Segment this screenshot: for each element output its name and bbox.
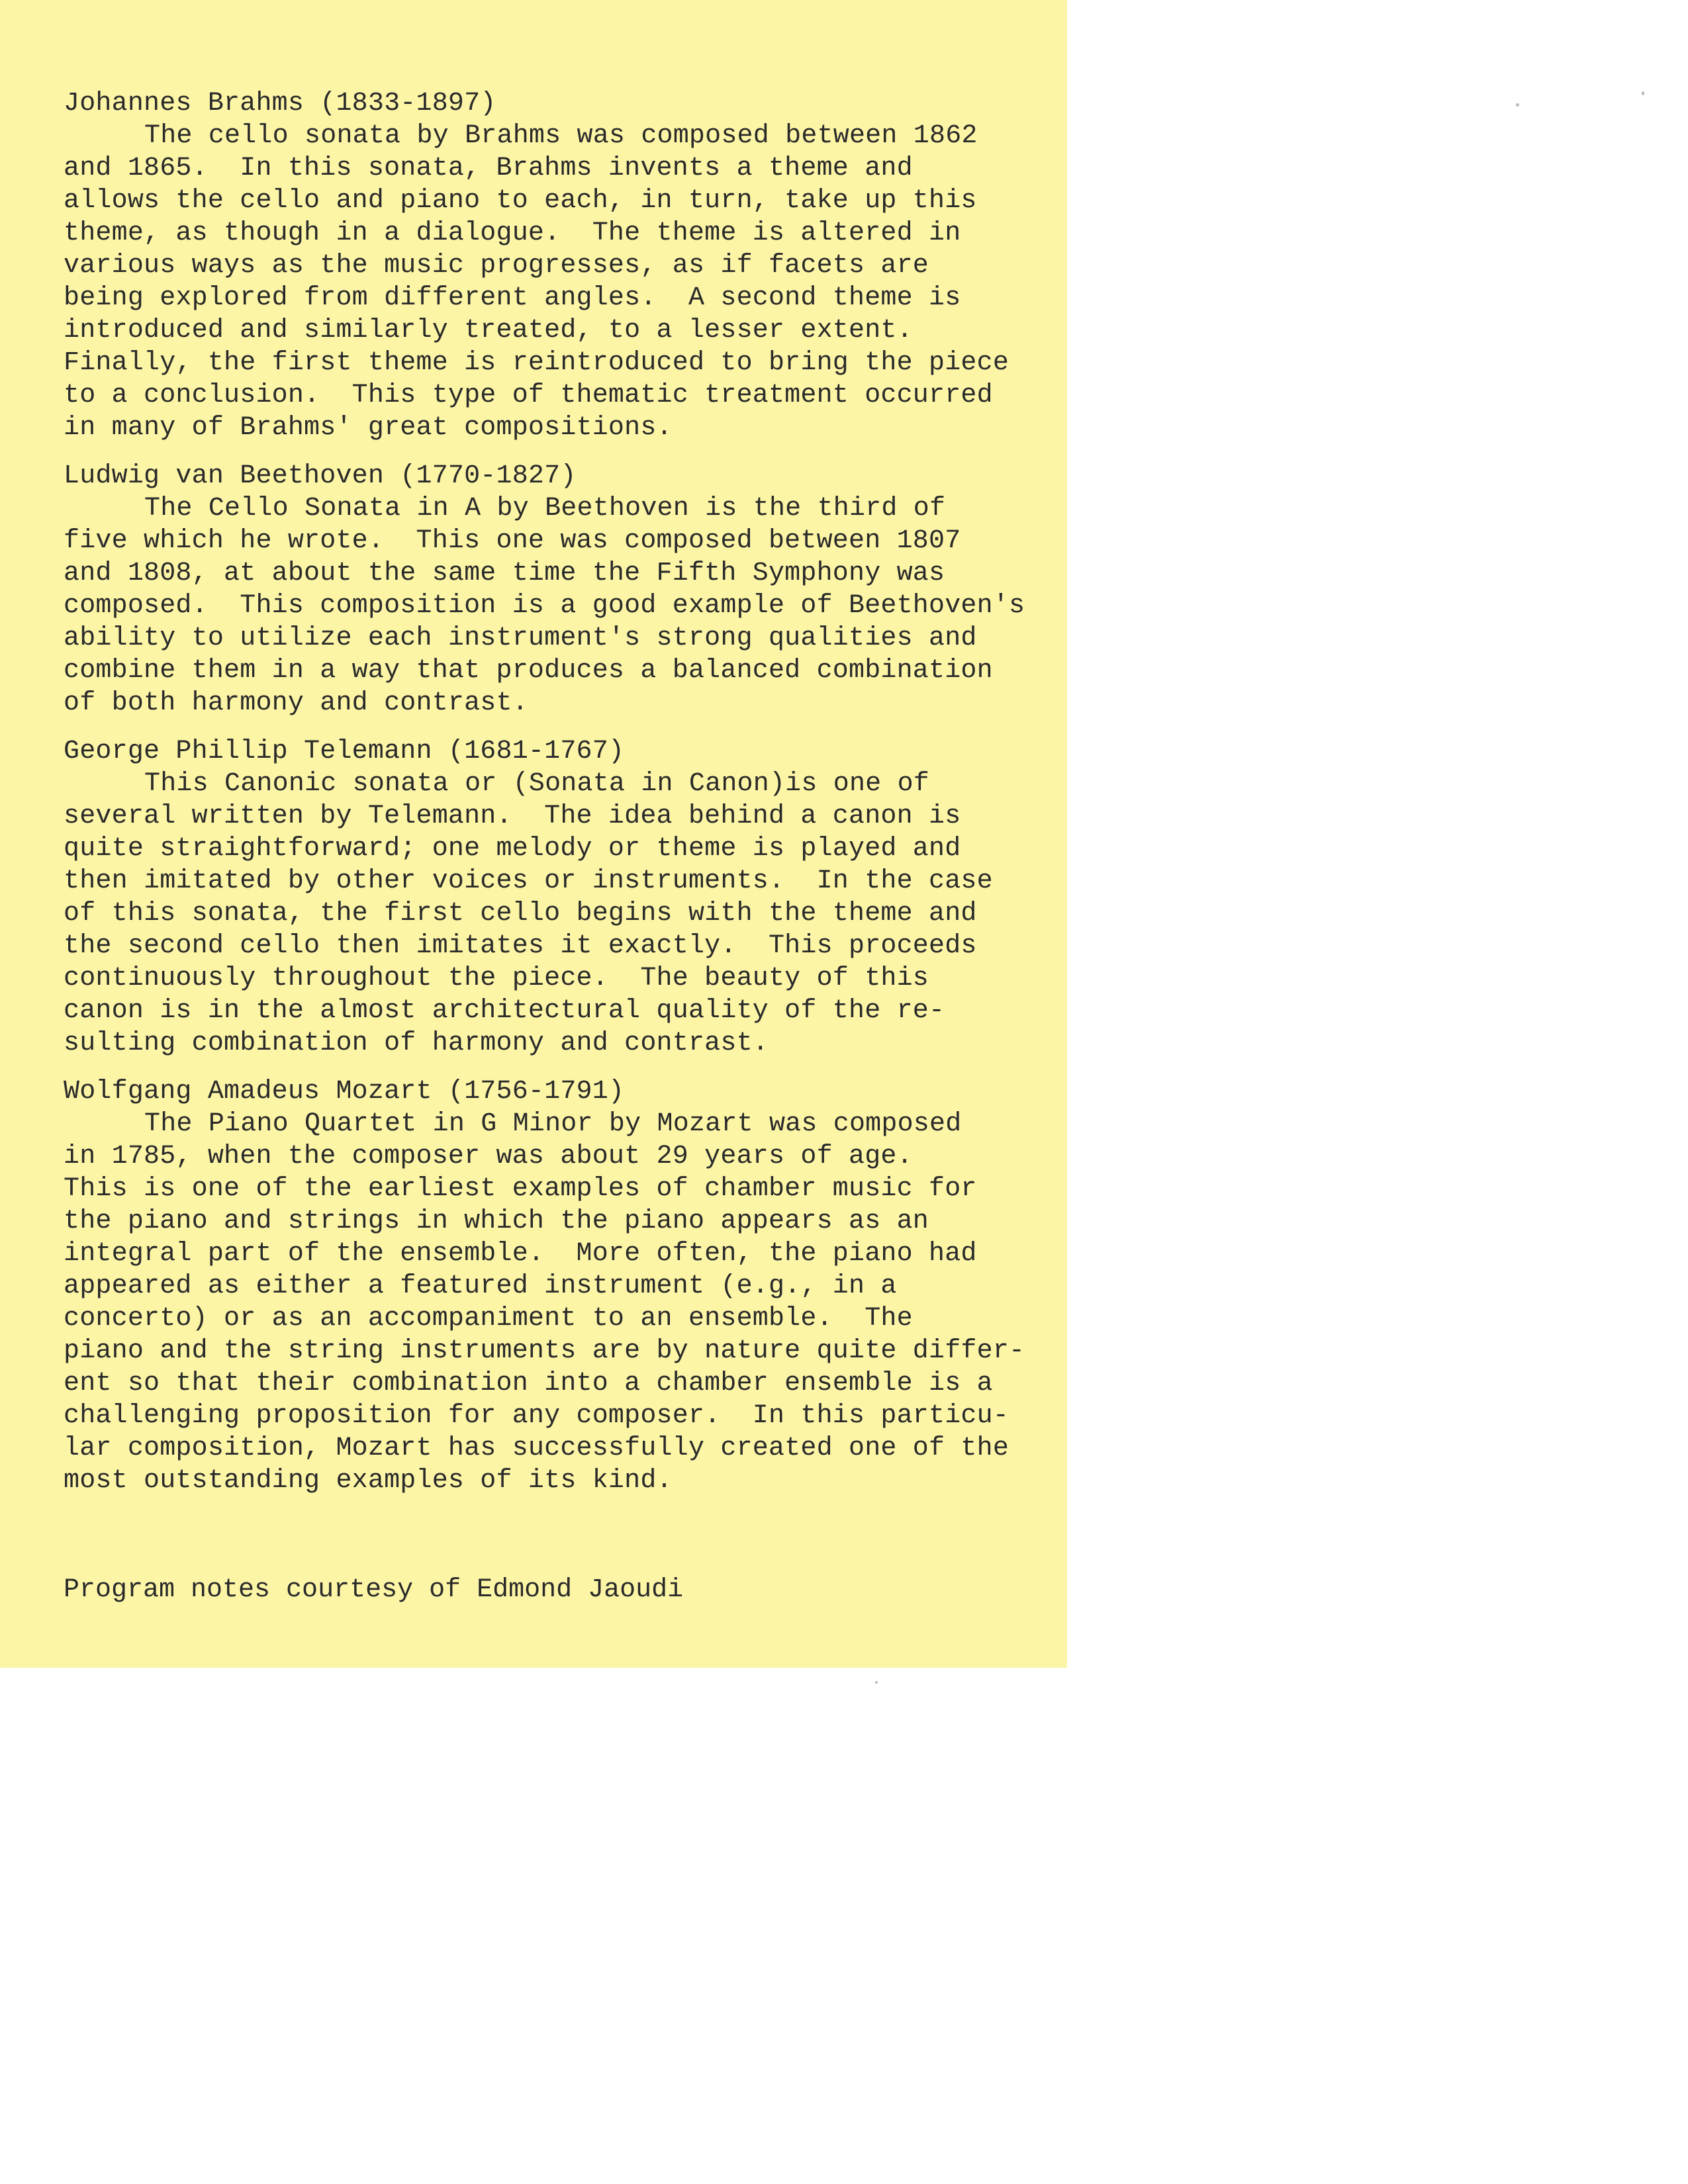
paragraph-line: concerto) or as an accompaniment to an ensemble. The	[64, 1304, 913, 1334]
scan-speck	[875, 1681, 878, 1684]
program-notes-sheet	[0, 0, 1067, 1668]
paragraph-line: quite straightforward; one melody or theme is played and	[64, 834, 961, 864]
section-heading: George Phillip Telemann (1681-1767)	[64, 737, 625, 766]
paragraph-line: continuously throughout the piece. The beauty of this	[64, 964, 929, 993]
paragraph-line: The cello sonata by Brahms was composed between 1862	[144, 121, 978, 151]
paragraph-line: and 1865. In this sonata, Brahms invents a theme and	[64, 154, 913, 183]
program-notes-body	[64, 87, 1056, 1513]
paragraph-line: in many of Brahms' great compositions.	[64, 413, 673, 443]
paragraph-line: being explored from different angles. A second theme is	[64, 283, 961, 313]
section-heading: Wolfgang Amadeus Mozart (1756-1791)	[64, 1077, 625, 1107]
section-beethoven	[64, 460, 1056, 719]
credit-line: Program notes courtesy of Edmond Jaoudi	[64, 1575, 684, 1605]
paragraph-line: appeared as either a featured instrument (e.g., in a	[64, 1271, 897, 1301]
paragraph-line: piano and the string instruments are by nature quite differ-	[64, 1336, 1025, 1366]
scan-speck	[1642, 91, 1644, 95]
section-brahms	[64, 87, 1056, 444]
paragraph-line: composed. This composition is a good example of Beethoven's	[64, 591, 1025, 621]
paragraph-line: several written by Telemann. The idea behind a canon is	[64, 801, 961, 831]
paragraph-line: of this sonata, the first cello begins with the theme and	[64, 899, 977, 929]
paragraph-line: sulting combination of harmony and contrast.	[64, 1028, 769, 1058]
paragraph-line: to a conclusion. This type of thematic treatment occurred	[64, 381, 993, 410]
paragraph-line: the second cello then imitates it exactly. This proceeds	[64, 931, 977, 961]
section-telemann	[64, 735, 1056, 1060]
paragraph-line: ent so that their combination into a chamber ensemble is a	[64, 1369, 993, 1398]
paragraph-line: in 1785, when the composer was about 29 years of age.	[64, 1142, 913, 1171]
section-heading: Johannes Brahms (1833-1897)	[64, 89, 496, 118]
paragraph-line: allows the cello and piano to each, in turn, take up this	[64, 186, 977, 216]
section-heading: Ludwig van Beethoven (1770-1827)	[64, 461, 577, 491]
paragraph-line: and 1808, at about the same time the Fifth Symphony was	[64, 559, 945, 588]
paragraph-line: The Cello Sonata in A by Beethoven is the third of	[144, 494, 946, 523]
paragraph-line: of both harmony and contrast.	[64, 688, 528, 718]
scan-speck	[1516, 103, 1519, 107]
paragraph-line: challenging proposition for any composer. In this particu-	[64, 1401, 1009, 1431]
paragraph-line: integral part of the ensemble. More often, the piano had	[64, 1239, 977, 1269]
paragraph-line: The Piano Quartet in G Minor by Mozart was composed	[144, 1109, 962, 1139]
paragraph-line: theme, as though in a dialogue. The theme is altered in	[64, 218, 961, 248]
paragraph-line: five which he wrote. This one was composed between 1807	[64, 526, 961, 556]
paragraph-line: Finally, the first theme is reintroduced to bring the piece	[64, 348, 1009, 378]
paragraph-line: ability to utilize each instrument's strong qualities and	[64, 623, 977, 653]
paragraph-line: lar composition, Mozart has successfully created one of the	[64, 1433, 1009, 1463]
paragraph-line: This Canonic sonata or (Sonata in Canon)is one of	[144, 769, 929, 799]
paragraph-line: then imitated by other voices or instruments. In the case	[64, 866, 993, 896]
paragraph-line: various ways as the music progresses, as if facets are	[64, 251, 929, 281]
paragraph-line: most outstanding examples of its kind.	[64, 1466, 673, 1496]
section-mozart	[64, 1075, 1056, 1497]
paragraph-line: canon is in the almost architectural quality of the re-	[64, 996, 945, 1026]
paragraph-line: the piano and strings in which the piano appears as an	[64, 1206, 929, 1236]
paragraph-line: This is one of the earliest examples of chamber music for	[64, 1174, 977, 1204]
paragraph-line: combine them in a way that produces a balanced combination	[64, 656, 993, 686]
paragraph-line: introduced and similarly treated, to a lesser extent.	[64, 316, 913, 345]
